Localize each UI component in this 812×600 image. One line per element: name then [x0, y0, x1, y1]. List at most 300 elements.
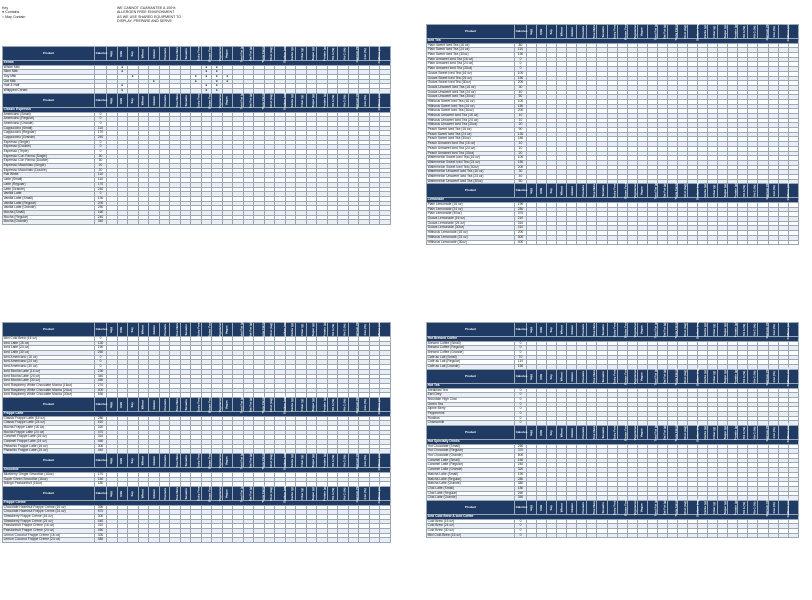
column-header-label: Gluten: [569, 26, 574, 37]
column-header: [637, 369, 647, 383]
notice-line-4: DISPLAY, PREPARE AND SERVE: [117, 19, 172, 24]
calories-cell: 200: [515, 81, 527, 86]
calories-cell: 30: [515, 170, 527, 175]
column-header: [577, 184, 587, 198]
column-header-label: Tree Nuts: [592, 369, 597, 384]
nutrition-table: [2, 318, 394, 543]
product-cell: Vanilla Latte (Small): [3, 196, 95, 201]
column-header: [243, 486, 254, 500]
column-header: [201, 93, 212, 107]
column-header-label: Sugar (g): [311, 454, 316, 468]
column-header-label: Potassium (mg): [389, 449, 394, 472]
column-header-label: Sat Fat (g): [662, 322, 667, 337]
column-header-label: Milk: [119, 326, 124, 333]
product-cell: Brewed Coffee (Small): [427, 341, 515, 346]
column-header: [296, 323, 307, 337]
product-cell: Rooibos: [427, 416, 515, 421]
column-header-label: Egg: [528, 28, 533, 35]
column-header-label: Caffeine (mg): [377, 483, 382, 503]
column-header-label: Trans Fat (g): [261, 484, 266, 503]
calories-cell: 0: [95, 365, 107, 370]
calories-cell: 0: [515, 407, 527, 412]
column-header-label: Chol (mg): [682, 425, 687, 440]
column-header: [607, 500, 617, 514]
column-header-label: Sesame: [184, 398, 189, 411]
column-header: [338, 486, 349, 500]
column-header-label: Vegetarian: [217, 396, 222, 413]
column-header: [607, 25, 617, 39]
calories-cell: 400: [515, 240, 527, 245]
calories-cell: 0: [515, 533, 527, 538]
column-header-label: Protein (g): [733, 322, 738, 337]
column-header: [647, 184, 657, 198]
column-header-label: Caffeine (mg): [785, 181, 790, 201]
product-cell: Guava Lemonade (30oz): [427, 226, 515, 231]
column-header-label: Calories: [95, 401, 108, 406]
column-header-label: Vit A (%): [742, 426, 747, 439]
column-header-label: Potassium (mg): [389, 318, 394, 341]
column-header-label: Gluten: [151, 95, 156, 106]
calories-cell: 330: [95, 533, 107, 538]
column-header-label: Calcium (%): [764, 182, 769, 200]
section-title: Classic Espresso: [3, 107, 391, 112]
column-header: [527, 25, 537, 39]
value-cell: [107, 220, 118, 225]
calories-cell: 0: [95, 145, 107, 150]
column-header: [296, 93, 307, 107]
column-header-label: Sugar (g): [722, 322, 727, 337]
calories-cell: 150: [515, 53, 527, 58]
product-cell: Guava Unsweet Iced Tea (16 oz): [427, 85, 515, 90]
product-cell: Brewed Coffee (Regular): [427, 346, 515, 351]
column-header: [275, 320, 287, 339]
column-header: [191, 93, 202, 107]
product-cell: Plain Lemonade (16 oz): [427, 203, 515, 208]
column-header-label: Dairy Free: [196, 92, 201, 108]
product-cell: Matcha Latte (Small): [427, 472, 515, 477]
column-header: [728, 25, 738, 39]
column-header: [149, 397, 160, 411]
product-cell: Brewed Coffee (Grande): [427, 351, 515, 356]
column-header-label: Sodium (mg): [694, 367, 699, 386]
column-header: [758, 498, 769, 517]
calories-cell: 180: [95, 482, 107, 487]
calories-cell: 190: [515, 203, 527, 208]
column-header: [138, 486, 149, 500]
value-cell: [201, 220, 212, 225]
column-header-label: Trans Fat (g): [674, 498, 679, 517]
column-header-label: Soy: [548, 429, 553, 436]
column-header-label: Total Fat (g): [654, 182, 659, 200]
column-header-label: Soy: [548, 188, 553, 194]
column-header-label: Peanuts: [580, 184, 585, 197]
calories-cell: 20: [95, 168, 107, 173]
column-header-label: Gluten Free: [207, 396, 212, 413]
column-header: [117, 486, 128, 500]
column-header: [317, 486, 328, 500]
calories-cell: 0: [515, 62, 527, 67]
column-header-label: Sodium (mg): [694, 22, 699, 41]
product-cell: Espresso (Single): [3, 140, 95, 145]
column-header-label: Wheat: [140, 488, 145, 498]
product-cell: Iced Latte (16 oz): [3, 341, 95, 346]
column-header: [107, 93, 118, 107]
product-cell: Iced Mocha Latte (16 oz): [3, 369, 95, 374]
calories-cell: 130: [95, 196, 107, 201]
column-header: [338, 93, 349, 107]
column-header-label: Sat Fat (g): [662, 500, 667, 515]
column-header-label: Peanuts: [580, 323, 585, 336]
column-header: [306, 47, 317, 61]
column-header-label: Vegetarian: [633, 368, 638, 384]
table-header-row: [3, 486, 391, 500]
column-header-label: Soy: [548, 373, 553, 380]
column-header-label: Trans Fat (g): [261, 320, 266, 339]
product-cell: Chocolate Hazelnut Frappe Crème (24 oz): [3, 510, 95, 515]
table-header-row: [3, 454, 391, 468]
column-header-label: Milk: [119, 457, 124, 464]
column-header: [191, 454, 202, 468]
column-header-label: Total Fat (g): [654, 321, 659, 338]
column-header: [647, 369, 657, 383]
product-cell: Chai Latte (Regular): [427, 491, 515, 496]
column-header: [617, 369, 627, 383]
calories-cell: 0: [515, 397, 527, 402]
column-header: [708, 426, 718, 440]
column-header-label: Total Fat (g): [654, 23, 659, 40]
column-header-label: Potassium (mg): [797, 20, 802, 43]
column-header-label: Peanuts: [163, 323, 168, 336]
value-cell: [107, 538, 118, 543]
column-header: [427, 500, 515, 514]
section-title: Hot Brewed Coffee: [427, 337, 799, 342]
column-header-label: Sugar (g): [722, 184, 727, 198]
column-header: [617, 25, 627, 39]
column-header: [180, 47, 191, 61]
column-header-label: Peanuts: [163, 454, 168, 467]
column-header: [567, 369, 577, 383]
product-cell: Hibiscus Lemonade (24 oz): [427, 235, 515, 240]
column-header: [778, 181, 790, 201]
calories-cell: 320: [95, 426, 107, 431]
product-cell: Mocha (Regular): [3, 215, 95, 220]
column-header: [748, 25, 758, 39]
calories-cell: 0: [95, 150, 107, 155]
product-cell: Watermelon Unsweet Iced Tea (30oz): [427, 179, 515, 184]
value-cell: [180, 538, 191, 543]
column-header-label: Gluten: [151, 324, 156, 335]
column-header-label: Potassium (mg): [797, 179, 802, 203]
calories-cell: 170: [95, 182, 107, 187]
column-header-label: Sesame: [184, 47, 189, 60]
column-header: [95, 93, 107, 107]
value-cell: ●: [191, 75, 202, 80]
column-header-label: Gluten: [151, 455, 156, 466]
column-header: [738, 184, 748, 198]
value-cell: [212, 220, 223, 225]
column-header-label: Total Fat (g): [239, 91, 244, 109]
product-cell: Chai Latte (Grande): [427, 496, 515, 501]
column-header-label: Sesame: [184, 487, 189, 500]
column-header: [577, 500, 587, 514]
column-header-label: Sesame: [600, 185, 605, 197]
product-cell: Passionfruit Frappe Crème (16 oz): [3, 524, 95, 529]
column-header-label: Protein (g): [322, 322, 327, 337]
column-header-label: Wheat: [140, 95, 145, 105]
product-cell: Hibiscus Unsweet Iced Tea (16 oz): [427, 114, 515, 119]
product-cell: Peach Unsweet Iced Tea (30oz): [427, 151, 515, 156]
column-header: [647, 500, 657, 514]
column-header: [327, 323, 338, 337]
column-header: [527, 369, 537, 383]
column-header-label: Chol (mg): [682, 322, 687, 337]
column-header: [327, 454, 338, 468]
column-header-label: Vegetarian: [633, 321, 638, 338]
calories-cell: 10: [515, 118, 527, 123]
product-cell: Chai Latte (Small): [427, 486, 515, 491]
column-header: [607, 426, 617, 440]
column-header-label: Fiber (g): [711, 323, 716, 336]
column-header-label: Egg: [108, 326, 113, 333]
value-cell: [527, 533, 537, 538]
product-cell: Matcha Latte (Grande): [427, 482, 515, 487]
product-cell: Vanilla Latte (Regular): [3, 201, 95, 206]
column-header-label: Tree Nuts: [592, 500, 597, 515]
column-header: [617, 426, 627, 440]
column-header-label: Protein (g): [733, 499, 738, 515]
column-header: [243, 47, 254, 61]
calories-cell: 240: [95, 135, 107, 140]
column-header-label: Milk: [538, 187, 543, 194]
column-header-label: Sat Fat (g): [248, 46, 253, 61]
column-header: [537, 25, 547, 39]
column-header-label: Sugar (g): [722, 369, 727, 383]
calories-cell: 0: [515, 524, 527, 529]
column-header: [637, 426, 647, 440]
column-header: [306, 486, 317, 500]
column-header-label: Iron (%): [771, 323, 776, 336]
column-header-label: Calcium (%): [355, 320, 360, 339]
notice-line-3: AS WE USE SHARED EQUIPMENT TO: [117, 14, 182, 19]
value-cell: [254, 538, 265, 543]
column-header: [180, 397, 191, 411]
calories-cell: 410: [515, 226, 527, 231]
product-cell: Whole Milk: [3, 65, 95, 70]
column-header: [427, 426, 515, 440]
column-header: [647, 323, 657, 337]
column-header-label: Caffeine (mg): [377, 319, 382, 340]
product-cell: Peppermint: [427, 411, 515, 416]
column-header: [597, 184, 607, 198]
calories-cell: 450: [95, 529, 107, 534]
column-header-label: Carbs (g): [702, 322, 707, 337]
column-header-label: Product: [464, 504, 477, 509]
column-header-label: Dairy Free: [196, 397, 201, 412]
calories-cell: 10: [515, 142, 527, 147]
product-cell: Plain Sweet Iced Tea (30oz): [427, 53, 515, 58]
column-header-label: Fiber (g): [300, 47, 305, 60]
value-cell: [327, 220, 338, 225]
column-header-label: Soy: [129, 97, 134, 104]
column-header-label: Sesame: [600, 370, 605, 382]
column-header: [254, 395, 266, 414]
column-header-label: Potassium (mg): [797, 421, 802, 444]
product-cell: Classic Frappe Latte (24 oz): [3, 421, 95, 426]
calories-cell: 180: [515, 137, 527, 142]
product-cell: Espresso Macchiato (Double): [3, 168, 95, 173]
column-header-label: Vit A (%): [331, 487, 336, 500]
column-header: [567, 426, 577, 440]
value-cell: ●: [128, 75, 139, 80]
column-header-label: Calcium (%): [355, 44, 360, 63]
column-header-label: Wheat: [140, 399, 145, 409]
column-header: [212, 323, 223, 337]
column-header: [718, 500, 728, 514]
calories-cell: 300: [95, 444, 107, 449]
value-cell: [677, 240, 687, 245]
column-header: [107, 397, 118, 411]
column-header-label: Trans Fat (g): [261, 451, 266, 470]
column-header-label: Protein (g): [733, 183, 738, 199]
column-header: [708, 369, 718, 383]
product-cell: Espresso (Triple): [3, 150, 95, 155]
column-header-label: Trans Fat (g): [674, 423, 679, 442]
product-cell: Iced Americano (24 oz): [3, 360, 95, 365]
column-header-label: Caffeine (mg): [785, 319, 790, 340]
value-cell: ●: [212, 65, 223, 70]
column-header: [758, 369, 768, 383]
table-row: [427, 240, 799, 245]
column-header: [296, 397, 307, 411]
product-cell: Americano (Small): [3, 112, 95, 117]
sheet-bottom-right: [426, 318, 802, 598]
calories-cell: 530: [95, 393, 107, 398]
column-header: [191, 47, 202, 61]
column-header-label: Vegan: [224, 456, 229, 466]
product-cell: Guava Sweet Iced Tea (16 oz): [427, 71, 515, 76]
value-cell: [233, 538, 244, 543]
section-title: Smoothie: [3, 468, 391, 473]
column-header: [359, 486, 370, 500]
product-cell: Guava Lemonade (24 oz): [427, 221, 515, 226]
value-cell: [359, 220, 370, 225]
product-cell: Matcha Latte (Regular): [427, 477, 515, 482]
notice-line-2: ALLERGEN FREE ENVIRONMENT: [117, 10, 175, 15]
column-header-label: Carbs (g): [290, 93, 295, 107]
section-title: Lemonade: [427, 198, 799, 203]
product-cell: Whipped Cream: [3, 89, 95, 94]
column-header-label: Product: [464, 188, 477, 193]
calories-cell: 480: [95, 538, 107, 543]
column-header-label: Sat Fat (g): [662, 183, 667, 199]
calories-cell: 110: [95, 173, 107, 178]
column-header-label: Sugar (g): [311, 46, 316, 61]
column-header-label: Fiber (g): [711, 501, 716, 514]
column-header-label: Egg: [108, 401, 113, 408]
section-title: Hot Specialty Drinks: [427, 440, 799, 445]
product-cell: Iced Mocha Latte (24 oz): [3, 374, 95, 379]
column-header-label: Calories: [515, 188, 528, 193]
column-header: [515, 323, 527, 337]
column-header-label: Total Fat (g): [239, 321, 244, 338]
column-header: [212, 397, 223, 411]
product-cell: Flat White: [3, 173, 95, 178]
column-header: [778, 21, 790, 42]
calories-cell: 410: [95, 421, 107, 426]
column-header-label: Sodium (mg): [282, 395, 287, 414]
column-header-label: Sesame: [600, 501, 605, 514]
column-header: [537, 184, 547, 198]
column-header-label: Peanuts: [163, 94, 168, 107]
calories-cell: 470: [95, 430, 107, 435]
column-header-label: Gluten Free: [623, 367, 628, 385]
value-cell: [657, 240, 667, 245]
column-header: [577, 426, 587, 440]
value-cell: [380, 538, 391, 543]
column-header-label: Vegetarian: [633, 23, 638, 40]
column-header-label: Peanuts: [580, 501, 585, 514]
product-cell: Green Tea: [427, 402, 515, 407]
column-header: [369, 483, 382, 503]
product-cell: Mountain High Chai: [427, 397, 515, 402]
column-header-label: Sat Fat (g): [662, 425, 667, 440]
column-header: [3, 93, 95, 107]
column-header-label: Chol (mg): [682, 369, 687, 384]
allergen-notice: [117, 6, 181, 24]
product-cell: Caramel Frappe Latte (16 oz): [3, 435, 95, 440]
column-header-label: Gluten: [151, 48, 156, 59]
column-header: [212, 486, 223, 500]
product-cell: Peach Sweet Iced Tea (16 oz): [427, 128, 515, 133]
column-header-label: Gluten Free: [207, 91, 212, 109]
calories-cell: 160: [515, 458, 527, 463]
value-cell: ●: [117, 65, 128, 70]
column-header: [728, 500, 738, 514]
column-header-label: Sesame: [600, 323, 605, 336]
column-header-label: Soy: [548, 504, 553, 511]
column-header: [159, 397, 170, 411]
product-cell: Hibiscus Unsweet Iced Tea (24 oz): [427, 118, 515, 123]
column-header-label: Gluten: [151, 488, 156, 499]
product-cell: Guava Unsweet Iced Tea (30oz): [427, 95, 515, 100]
column-header-label: Caffeine (mg): [377, 43, 382, 64]
column-header-label: Wheat: [140, 49, 145, 58]
column-header: [128, 323, 139, 337]
calories-cell: 170: [95, 472, 107, 477]
column-header: [201, 486, 212, 500]
column-header: [159, 47, 170, 61]
column-header: [677, 25, 687, 39]
column-header-label: Product: [464, 429, 477, 434]
column-header-label: Sodium (mg): [282, 484, 287, 503]
column-header: [728, 369, 738, 383]
column-header: [738, 323, 748, 337]
column-header-label: Sodium (mg): [694, 423, 699, 442]
column-header: [117, 93, 128, 107]
value-cell: [117, 538, 128, 543]
value-cell: ●: [117, 84, 128, 89]
column-header: [170, 93, 181, 107]
column-header: [275, 91, 287, 110]
calories-cell: 0: [515, 57, 527, 62]
column-header: [557, 500, 567, 514]
value-cell: [285, 538, 296, 543]
column-header-label: Protein (g): [322, 396, 327, 412]
column-header-label: Chol (mg): [269, 322, 274, 337]
column-header-label: Dairy Free: [612, 183, 617, 199]
column-header-label: Calories: [95, 457, 108, 462]
calories-cell: 0: [95, 140, 107, 145]
